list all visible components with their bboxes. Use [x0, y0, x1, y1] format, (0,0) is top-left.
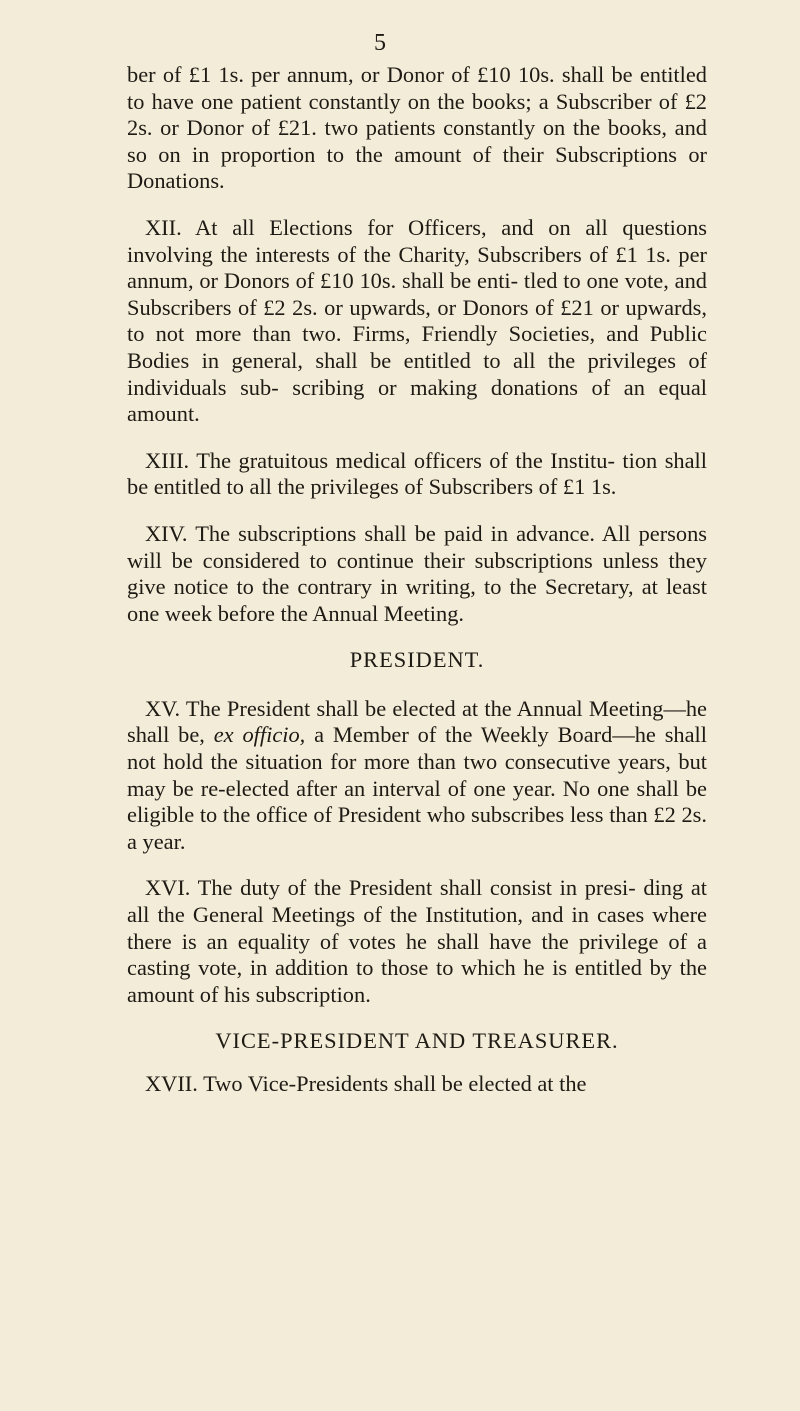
paragraph-xvi-number: XVI.: [145, 875, 191, 901]
paragraph-xiv-text: The subscriptions shall be paid in advance. All persons will be considered to continue their subscriptions unless they give notice to the contrary in writing, to the Secretary, at least one week before the Annual Meeting.: [127, 520, 707, 626]
paragraph-xvii-number: XVII.: [145, 1071, 198, 1096]
paragraph-xvi: [127, 875, 707, 1008]
paragraph-xv-italic: ex officio,: [213, 722, 306, 748]
section-heading-vice-president-treasurer: VICE-PRESIDENT AND TREASURER.: [215, 1028, 619, 1054]
paragraph-xii-number: XII.: [145, 214, 182, 240]
body-text: [127, 62, 707, 1118]
page-number: 5: [374, 30, 386, 56]
section-heading-president: PRESIDENT.: [349, 647, 485, 673]
paragraph-xiii-number: XIII.: [145, 447, 190, 473]
paragraph-continued-text: ber of £1 1s. per annum, or Donor of £10 10s. shall be entitled to have one patient constantly on the books; a Subscriber of £2 2s. or Donor of £21. two patients constantly on the books, and so on in proportion to the amount of their Subscriptions or Donations.: [127, 62, 707, 194]
paragraph-xv-text-2: a Member of the Weekly Board—he shall not hold the situation for more than two consecutive years, but may be re-elected after an interval of one year. No one shall be eligible to the office of President who subscribes less than £2 2s. a year.: [127, 722, 707, 854]
paragraph-xii-text: At all Elections for Officers, and on all questions involving the interests of the Charity, Subscribers of £1 1s. per annum, or Donors of £10 10s. shall be enti- tled to one vote, and Subscribers of £2 2s. or upwards, or Donors of £21 or upwards, to not more than two. Firms, Friendly Societies, and Public Bodies in general, shall be entitled to all the privileges of individuals sub- scribing or making donations of an equal amount.: [127, 214, 707, 427]
paragraph-xvi-text: The duty of the President shall consist in presi- ding at all the General Meetings of the Institution, and in cases where there is an equality of votes he shall have the privilege of a casting vote, in addition to those to which he is entitled by the amount of his subscription.: [127, 875, 707, 1007]
paragraph-xvii: [127, 1071, 707, 1098]
paragraph-xv-number: XV.: [145, 695, 181, 721]
paragraph-xiv-number: XIV.: [145, 520, 188, 546]
paragraph-xv-text-1: The President shall be elected at the Annual Meeting—he shall be,: [127, 695, 707, 748]
paragraph-xiii: [127, 448, 707, 501]
paragraph-xvii-text: Two Vice-Presidents shall be elected at the: [203, 1071, 587, 1096]
paragraph-xv: [127, 696, 707, 856]
paragraph-xiv: [127, 521, 707, 627]
paragraph-xii: [127, 215, 707, 428]
paragraph-xiii-text: The gratuitous medical officers of the Institu- tion shall be entitled to all the privileges of Subscribers of £1 1s.: [127, 447, 707, 500]
paragraph-continued: [127, 62, 707, 195]
